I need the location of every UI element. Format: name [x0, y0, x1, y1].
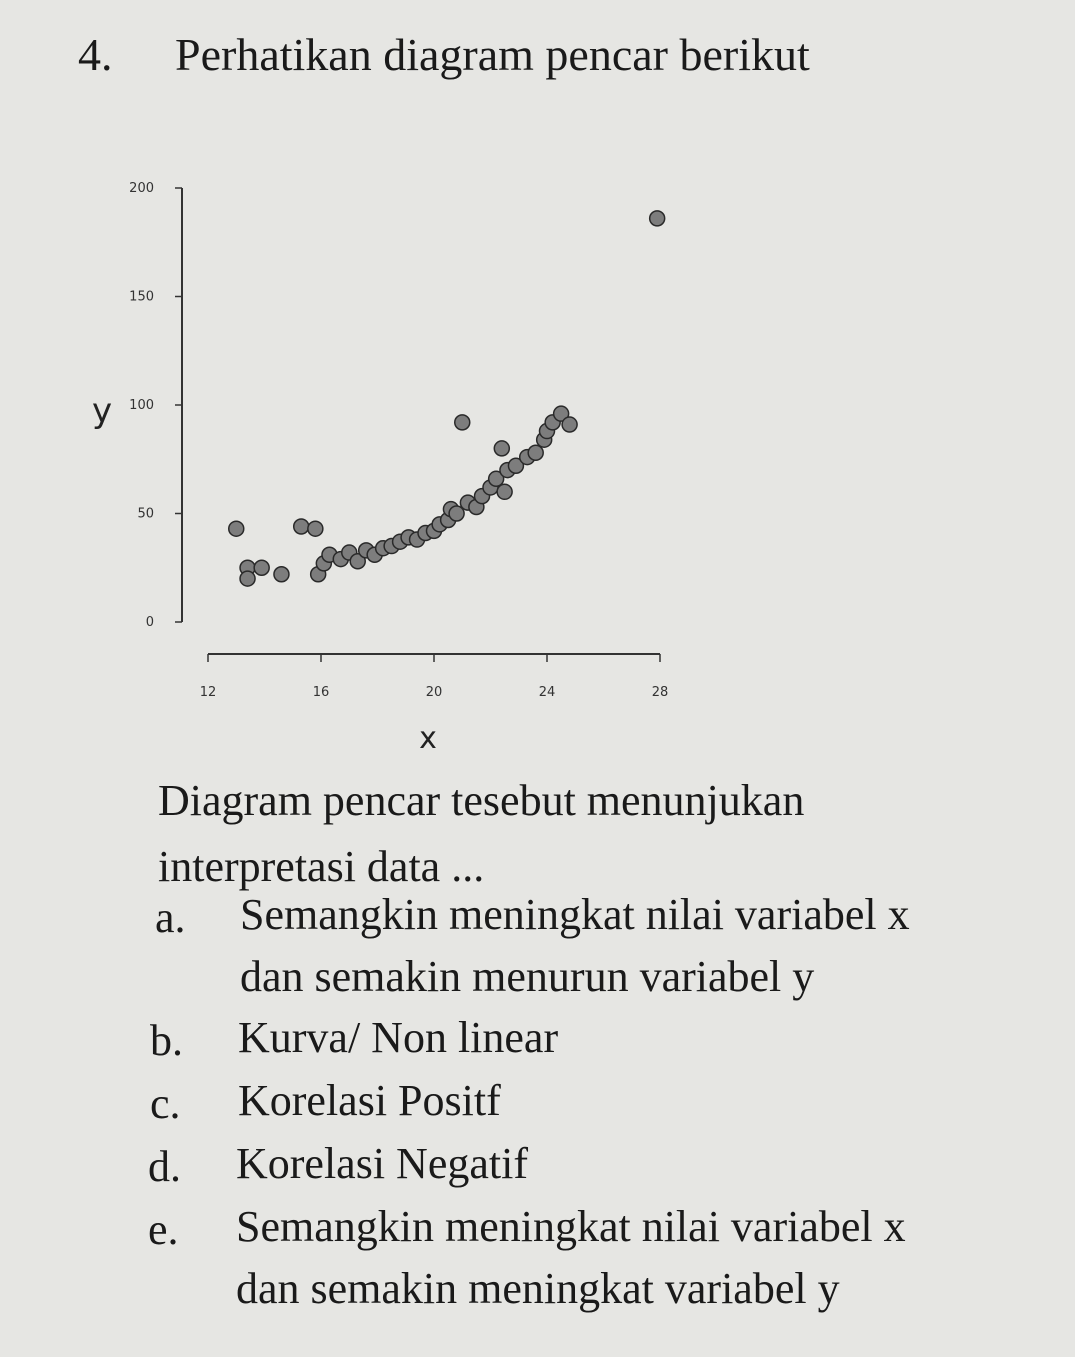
option-c[interactable]: [238, 1070, 1058, 1132]
option-c-line-1: Korelasi Positf: [238, 1076, 501, 1125]
question-number: 4.: [78, 29, 113, 80]
scatter-point: [308, 521, 323, 536]
y-tick-label: 50: [137, 506, 154, 522]
scatter-point: [528, 445, 543, 460]
question-title: Perhatikan diagram pencar berikut: [175, 29, 810, 80]
y-tick-label: 200: [129, 181, 154, 196]
y-axis-label: y: [92, 391, 113, 431]
option-d-line-1: Korelasi Negatif: [236, 1139, 528, 1188]
scatter-point: [562, 417, 577, 432]
scatter-point: [274, 567, 289, 582]
option-d-letter: d.: [148, 1142, 181, 1191]
option-c-letter: c.: [150, 1079, 181, 1128]
option-e-letter: e.: [148, 1205, 179, 1254]
x-axis: [200, 654, 669, 700]
scatter-point: [650, 211, 665, 226]
x-tick-label: 24: [538, 685, 556, 700]
question-stem: [158, 768, 804, 900]
y-tick-label: 150: [129, 289, 154, 305]
option-a-line-2: dan semakin menurun variabel y: [240, 952, 815, 1001]
scatter-points: [229, 211, 665, 586]
scatter-point: [497, 484, 512, 499]
option-a-letter: a.: [155, 893, 186, 942]
option-d[interactable]: [236, 1133, 1056, 1195]
x-tick-label: 28: [651, 685, 669, 700]
option-a-line-1: Semangkin meningkat nilai variabel x: [240, 890, 910, 939]
y-tick-label: 0: [145, 615, 154, 630]
stem-line-2: interpretasi data ...: [158, 842, 485, 891]
scatter-point: [494, 441, 509, 456]
option-e-line-2: dan semakin meningkat variabel y: [236, 1264, 840, 1313]
option-b-line-1: Kurva/ Non linear: [238, 1013, 559, 1062]
x-tick-label: 16: [312, 685, 330, 700]
option-e[interactable]: [236, 1196, 1056, 1320]
x-tick-label: 20: [425, 685, 443, 700]
x-axis-label: x: [419, 721, 437, 756]
y-axis: [129, 181, 182, 630]
option-e-line-1: Semangkin meningkat nilai variabel x: [236, 1202, 906, 1251]
option-a[interactable]: [240, 884, 1060, 1008]
option-b-letter: b.: [150, 1016, 183, 1065]
scatter-point: [240, 571, 255, 586]
scatter-point: [455, 415, 470, 430]
stem-line-1: Diagram pencar tesebut menunjukan: [158, 776, 805, 825]
scatter-point: [254, 560, 269, 575]
scatter-point: [294, 519, 309, 534]
y-tick-label: 100: [129, 398, 154, 413]
scatter-point: [229, 521, 244, 536]
option-b[interactable]: [238, 1007, 1058, 1069]
scatter-chart: [70, 160, 710, 760]
x-tick-label: 12: [199, 685, 217, 700]
